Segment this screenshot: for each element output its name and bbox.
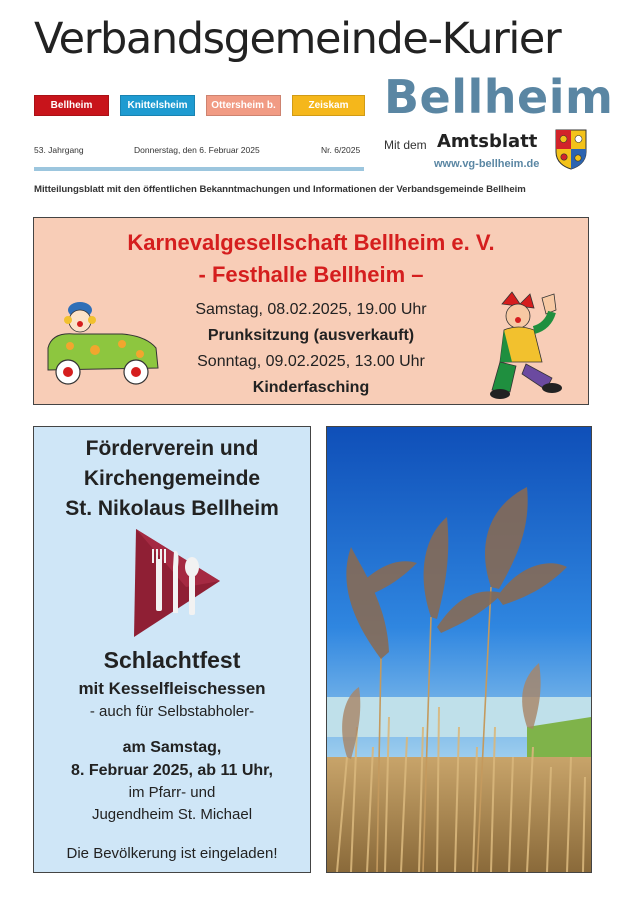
fv-when-1: am Samstag, <box>122 739 222 756</box>
masthead-title: Verbandsgemeinde-Kurier <box>34 14 561 64</box>
jahrgang: 53. Jahrgang <box>34 145 84 155</box>
fv-where-2: Jugendheim St. Michael <box>91 806 253 823</box>
karneval-event-1: Prunksitzung (ausverkauft) <box>207 327 415 344</box>
amtsblatt-label: Amtsblatt <box>437 131 538 152</box>
cutlery-napkin-icon <box>126 527 222 639</box>
karneval-title: Karnevalgesellschaft Bellheim e. V. <box>127 230 495 255</box>
reed-photo <box>326 426 592 873</box>
karneval-date-2: Sonntag, 09.02.2025, 13.00 Uhr <box>197 353 425 370</box>
website-link[interactable]: www.vg-bellheim.de <box>434 158 540 170</box>
fv-where-1: im Pfarr- und <box>128 784 216 801</box>
brand-name: Bellheim <box>384 70 614 124</box>
fv-when-2: 8. Februar 2025, ab 11 Uhr, <box>71 762 273 779</box>
place-tag-bellheim: Bellheim <box>34 95 109 116</box>
fv-line-1: Förderverein und <box>85 437 259 460</box>
masthead-subtitle: Mitteilungsblatt mit den öffentlichen Bekanntmachungen und Informationen der Verbandsgemeinde Bellheim <box>34 184 526 195</box>
fv-invite: Die Bevölkerung ist eingeladen! <box>66 845 278 862</box>
divider-rule <box>34 167 364 171</box>
fv-line-3: St. Nikolaus Bellheim <box>65 497 279 520</box>
clown-car-icon <box>40 288 166 388</box>
place-tag-knittelsheim: Knittelsheim <box>120 95 195 116</box>
karneval-date-1: Samstag, 08.02.2025, 19.00 Uhr <box>195 301 427 318</box>
fv-sub-1: mit Kesselfleischessen <box>78 679 266 698</box>
karneval-announcement <box>33 217 589 405</box>
fv-headline: Schlachtfest <box>103 647 241 673</box>
coat-of-arms-icon <box>554 128 588 170</box>
mit-dem-label: Mit dem <box>384 138 427 152</box>
schlachtfest-announcement <box>33 426 311 873</box>
fv-sub-2: - auch für Selbstabholer- <box>89 703 255 720</box>
karneval-event-2: Kinderfasching <box>252 379 370 396</box>
place-tag-zeiskam: Zeiskam <box>292 95 365 116</box>
jester-icon <box>482 290 574 402</box>
issue-date: Donnerstag, den 6. Februar 2025 <box>134 145 260 155</box>
karneval-venue: - Festhalle Bellheim – <box>198 262 424 287</box>
reed-grass-image <box>327 427 591 872</box>
place-tag-ottersheim: Ottersheim b. L. <box>206 95 281 116</box>
fv-line-2: Kirchengemeinde <box>83 467 261 490</box>
issue-number: Nr. 6/2025 <box>321 145 361 155</box>
